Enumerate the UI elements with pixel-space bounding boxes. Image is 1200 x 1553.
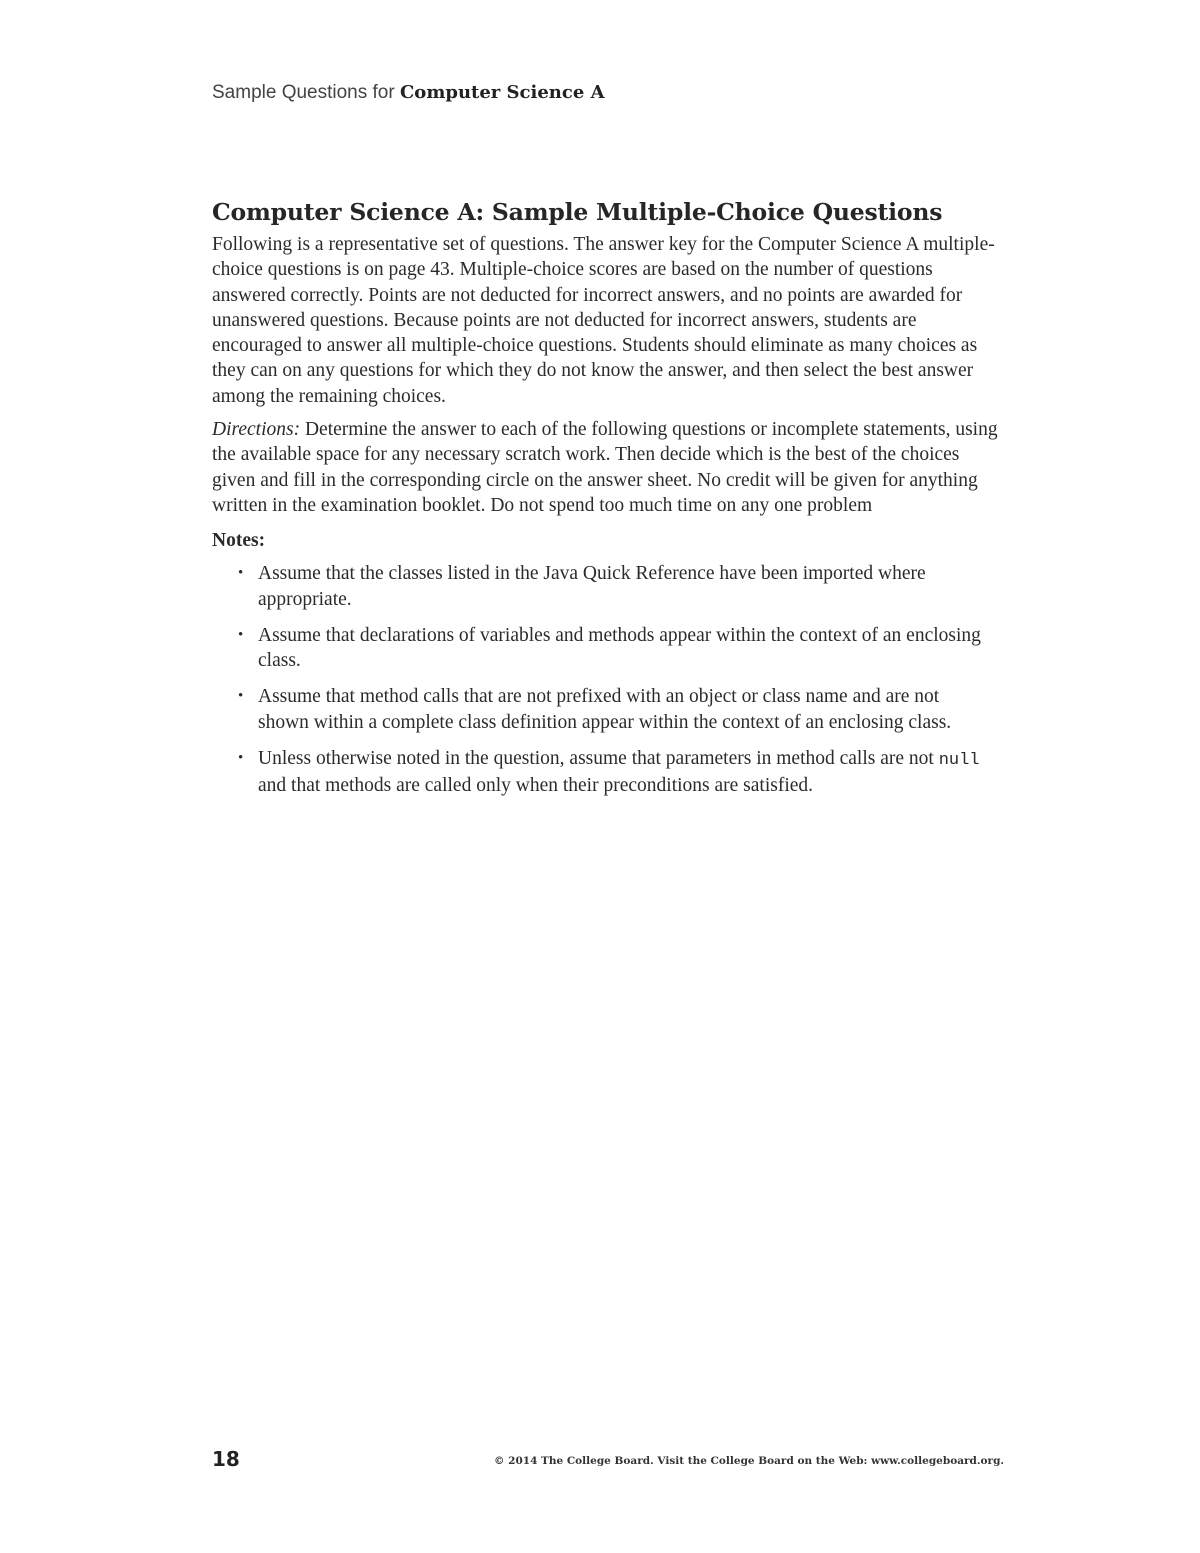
note-text-before-code: Unless otherwise noted in the question, assume that parameters in method calls are not: [258, 748, 934, 770]
directions-paragraph: [212, 417, 1002, 518]
note-text: Assume that method calls that are not prefixed with an object or class name and are not shown within a complete class definition appear within the context of an enclosing class.: [258, 686, 952, 733]
bullet-icon: •: [238, 688, 244, 705]
note-text: Assume that the classes listed in the Java Quick Reference have been imported where appropriate.: [258, 563, 926, 610]
directions-label: Directions:: [212, 419, 301, 441]
note-text: Assume that declarations of variables and methods appear within the context of an enclosing class.: [258, 624, 981, 672]
main-content: [212, 196, 1002, 810]
notes-heading: Notes:: [212, 530, 266, 552]
running-header: [212, 82, 605, 104]
bullet-icon: •: [238, 565, 244, 582]
footer-copyright: © 2014 The College Board. Visit the College Board on the Web: www.collegeboard.org.: [494, 1455, 1005, 1467]
note-item: [238, 684, 1002, 735]
note-item: [238, 746, 1002, 799]
bullet-icon: •: [238, 626, 244, 643]
notes-list: [212, 561, 1002, 798]
page-number: 18: [212, 1447, 240, 1471]
directions-text: Determine the answer to each of the following questions or incomplete statements, using the available space for any necessary scratch work. Then decide which is the best of the choices given and fill in the corresponding circle on the answer sheet. No credit will be given for anything written in the examination booklet. Do not spend too much time on any one problem: [212, 419, 998, 516]
running-header-prefix: Sample Questions for: [212, 82, 395, 103]
inline-code-null: null: [938, 751, 980, 771]
page-title: Computer Science A: Sample Multiple-Choice Questions: [212, 198, 943, 226]
running-header-subject: Computer Science A: [399, 82, 605, 103]
note-item: [238, 561, 1002, 612]
note-text-after-code: and that methods are called only when their preconditions are satisfied.: [258, 775, 814, 797]
intro-paragraph: Following is a representative set of questions. The answer key for the Computer Science A multiple-choice questions is on page 43. Multiple-choice scores are based on the number of questions answered correctly. Points are not deducted for incorrect answers, and no points are awarded for unanswered questions. Because points are not deducted for incorrect answers, students are encouraged to answer all multiple-choice questions. Students should eliminate as many choices as they can on any questions for which they do not know the answer, and then select the best answer among the remaining choices.: [212, 234, 995, 407]
bullet-icon: •: [238, 750, 244, 767]
note-item: [238, 623, 1002, 674]
